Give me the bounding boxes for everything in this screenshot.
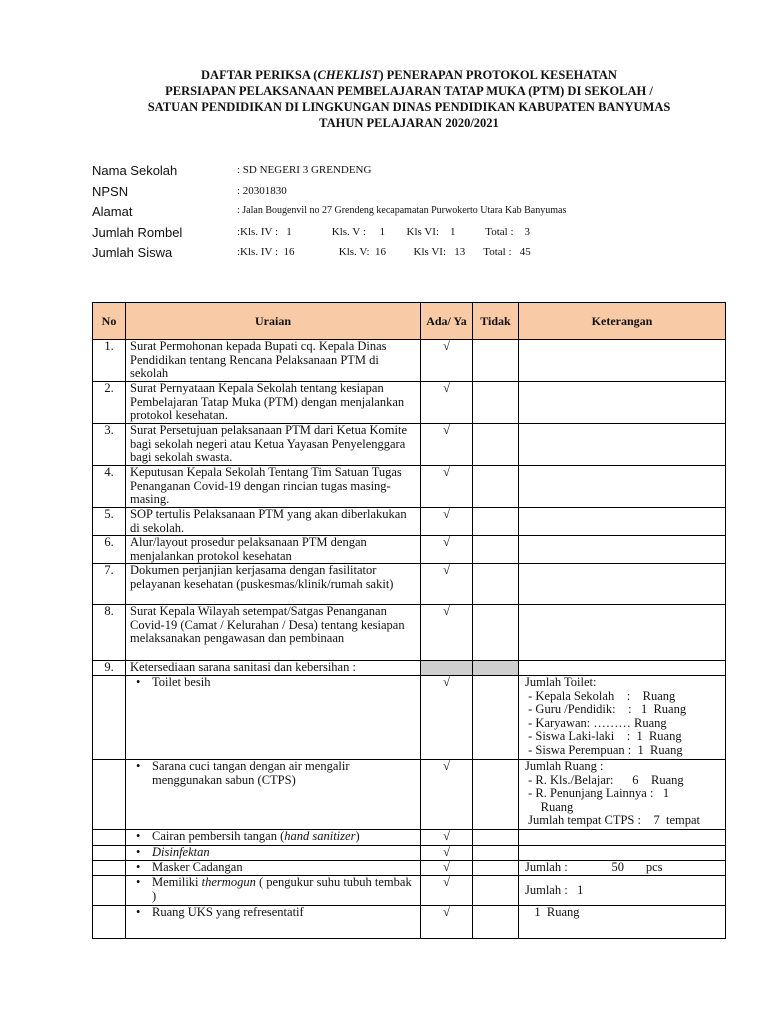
row-number-empty [93,861,126,876]
sub-item-text: • Masker Cadangan [130,861,416,875]
ada-cell-shaded [421,661,473,676]
disinfektan-text: Disinfektan [152,845,210,859]
keterangan-uks: 1 Ruang [519,906,726,939]
ada-check-mark: √ [421,536,473,564]
row-number: 8. [93,605,126,661]
sub-item-text [130,830,416,844]
table-row [93,564,726,605]
header-no: No [93,303,126,340]
sub-item-text: • Ruang UKS yang refresentatif [130,906,416,920]
ada-check-mark: √ [421,424,473,466]
keterangan-cell [519,340,726,382]
row-number: 9. [93,661,126,676]
table-row [93,846,726,861]
sub-item-text [130,846,416,860]
sub-item-text: • Toilet besih [130,676,416,690]
ada-check-mark: √ [421,340,473,382]
header-keterangan: Keterangan [519,303,726,340]
ket-line: - Siswa Laki-laki : 1 Ruang [525,729,682,743]
row-number: 4. [93,466,126,508]
table-row [93,676,726,760]
ket-line: - Guru /Pendidik: : 1 Ruang [525,702,687,716]
sub-item-disinfektan [126,846,421,861]
sub-item-thermogun [126,876,421,906]
sub-item-masker [126,861,421,876]
siswa-label: Jumlah Siswa [92,245,173,260]
table-row [93,536,726,564]
sub-item-text [130,876,416,903]
tidak-cell [473,830,519,846]
tidak-cell [473,466,519,508]
rombel-values [237,226,530,238]
cairan-italic: hand sanitizer [284,829,356,843]
row-text: Surat Kepala Wilayah setempat/Satgas Penanganan Covid-19 (Camat / Kelurahan / Desa) tentang kesiapan melaksanakan pengawasan dan pembinaan [126,605,421,661]
info-row-npsn [92,184,732,205]
siswa-values [237,246,531,258]
alamat-value: : Jalan Bougenvil no 27 Grendeng kecapamatan Purwokerto Utara Kab Banyumas [237,205,567,216]
ket-line: - R. Penunjang Lainnya : 1 [525,786,670,800]
keterangan-cell [519,830,726,846]
row-number: 7. [93,564,126,605]
tidak-cell [473,424,519,466]
sub-item-toilet [126,676,421,760]
sub-item-text: • Sarana cuci tangan dengan air mengalir menggunakan sabun (CTPS) [130,760,416,787]
table-row [93,508,726,536]
document-title [92,67,726,131]
info-row-siswa [92,245,732,266]
ada-check-mark: √ [421,564,473,605]
table-row [93,876,726,906]
siswa-kls-4: :Kls. IV : 16 [237,246,295,258]
keterangan-cell [519,382,726,424]
title-line-1: DAFTAR PERIKSA (CHEKLIST) PENERAPAN PROTOKOL KESEHATAN [201,68,617,82]
keterangan-cell [519,536,726,564]
row-text: Surat Persetujuan pelaksanaan PTM dari Ketua Komite bagi sekolah negeri atau Ketua Yayasan Penyelenggara bagi sekolah swasta. [126,424,421,466]
header-tidak: Tidak [473,303,519,340]
row-text: Surat Pernyataan Kepala Sekolah tentang kesiapan Pembelajaran Tatap Muka (PTM) dengan menjalankan protokol kesehatan. [126,382,421,424]
ada-check-mark: √ [421,906,473,939]
info-row-rombel [92,225,732,246]
title-italic-word: CHEKLIST [317,68,380,82]
ket-line: Jumlah Ruang : [525,759,604,773]
ket-line: - Siswa Perempuan : 1 Ruang [525,742,683,757]
ada-check-mark: √ [421,466,473,508]
tidak-cell-shaded [473,661,519,676]
table-row [93,906,726,939]
sub-item-uks [126,906,421,939]
checklist-table [92,302,726,939]
tidak-cell [473,382,519,424]
keterangan-cell [519,508,726,536]
siswa-kls-6: Kls VI: 13 [413,246,466,258]
row-number-empty [93,876,126,906]
table-row [93,861,726,876]
school-info [92,163,732,266]
table-row [93,605,726,661]
cairan-post: ) [355,829,360,843]
table-row [93,830,726,846]
keterangan-toilet [519,676,726,760]
keterangan-masker: Jumlah : 50 pcs [519,861,726,876]
npsn-label: NPSN [92,183,129,199]
npsn-value: : 20301830 [237,184,287,197]
tidak-cell [473,536,519,564]
row-text: Ketersediaan sarana sanitasi dan kebersihan : [126,661,421,676]
row-number: 2. [93,382,126,424]
tidak-cell [473,906,519,939]
sub-item-cairan [126,830,421,846]
header-uraian: Uraian [126,303,421,340]
keterangan-cell [519,661,726,676]
row-text: Alur/layout prosedur pelaksanaan PTM dengan menjalankan protokol kesehatan [126,536,421,564]
ada-check-mark: √ [421,861,473,876]
rombel-kls-6: Kls VI: 1 [406,225,456,238]
rombel-kls-5: Kls. V : 1 [331,225,386,238]
row-number: 3. [93,424,126,466]
keterangan-cell [519,846,726,861]
thermogun-post: ( pengukur suhu tubuh tembak ) [152,875,412,903]
row-text: Dokumen perjanjian kerjasama dengan fasilitator pelayanan kesehatan (puskesmas/klinik/rumah sakit) [126,564,421,605]
siswa-kls-5: Kls. V: 16 [338,246,387,258]
info-row-alamat [92,204,732,225]
table-row [93,466,726,508]
title-line-3: SATUAN PENDIDIKAN DI LINGKUNGAN DINAS PENDIDIKAN KABUPATEN BANYUMAS [147,100,671,114]
table-row [93,760,726,830]
row-number: 1. [93,340,126,382]
thermogun-italic: thermogun [201,875,256,889]
ket-line: Jumlah tempat CTPS : 7 tempat [525,813,700,827]
tidak-cell [473,676,519,760]
row-text: Surat Permohonan kepada Bupati cq. Kepala Dinas Pendidikan tentang Rencana Pelaksanaan PTM di sekolah [126,340,421,382]
rombel-kls-4: :Kls. IV : 1 [237,225,292,238]
sub-item-ctps [126,760,421,830]
title-line-4: TAHUN PELAJARAN 2020/2021 [319,116,499,130]
ada-check-mark: √ [421,830,473,846]
title-line-2: PERSIAPAN PELAKSANAAN PEMBELAJARAN TATAP MUKA (PTM) DI SEKOLAH / [165,84,653,98]
row-text: SOP tertulis Pelaksanaan PTM yang akan diberlakukan di sekolah. [126,508,421,536]
ada-check-mark: √ [421,846,473,861]
row-number: 6. [93,536,126,564]
row-number-empty [93,676,126,760]
row-number-empty [93,846,126,861]
row-text: Keputusan Kepala Sekolah Tentang Tim Satuan Tugas Penanganan Covid-19 dengan rincian tugas masing-masing. [126,466,421,508]
cairan-pre: Cairan pembersih tangan ( [152,829,285,843]
ket-line: - Kepala Sekolah : Ruang [525,688,676,703]
tidak-cell [473,340,519,382]
table-row [93,661,726,676]
tidak-cell [473,508,519,536]
header-ada: Ada/ Ya [421,303,473,340]
thermogun-pre: Memiliki [152,875,202,889]
ket-line: Jumlah Toilet: [525,675,597,689]
keterangan-cell [519,466,726,508]
row-number-empty [93,906,126,939]
tidak-cell [473,846,519,861]
ada-check-mark: √ [421,876,473,906]
ada-check-mark: √ [421,508,473,536]
tidak-cell [473,564,519,605]
ada-check-mark: √ [421,382,473,424]
alamat-label: Alamat [92,204,133,219]
tidak-cell [473,861,519,876]
keterangan-cell [519,564,726,605]
nama-sekolah-value: : SD NEGERI 3 GRENDENG [237,164,372,176]
ada-check-mark: √ [421,676,473,760]
keterangan-thermogun: Jumlah : 1 [519,876,726,906]
siswa-total: Total : 45 [483,246,531,258]
table-row [93,424,726,466]
ket-line: Ruang [525,799,574,814]
tidak-cell [473,876,519,906]
ket-line: - Karyawan: ……… Ruang [525,715,667,730]
row-number-empty [93,830,126,846]
keterangan-cell [519,605,726,661]
tidak-cell [473,605,519,661]
nama-sekolah-label: Nama Sekolah [92,163,178,178]
tidak-cell [473,760,519,830]
rombel-label: Jumlah Rombel [92,224,183,240]
table-row [93,382,726,424]
rombel-total: Total : 3 [485,225,531,238]
row-number: 5. [93,508,126,536]
keterangan-ctps [519,760,726,830]
info-row-nama [92,163,732,184]
table-row [93,340,726,382]
table-header-row [93,303,726,340]
ket-line: - R. Kls./Belajar: 6 Ruang [525,772,684,787]
keterangan-cell [519,424,726,466]
ada-check-mark: √ [421,605,473,661]
ada-check-mark: √ [421,760,473,830]
row-number-empty [93,760,126,830]
